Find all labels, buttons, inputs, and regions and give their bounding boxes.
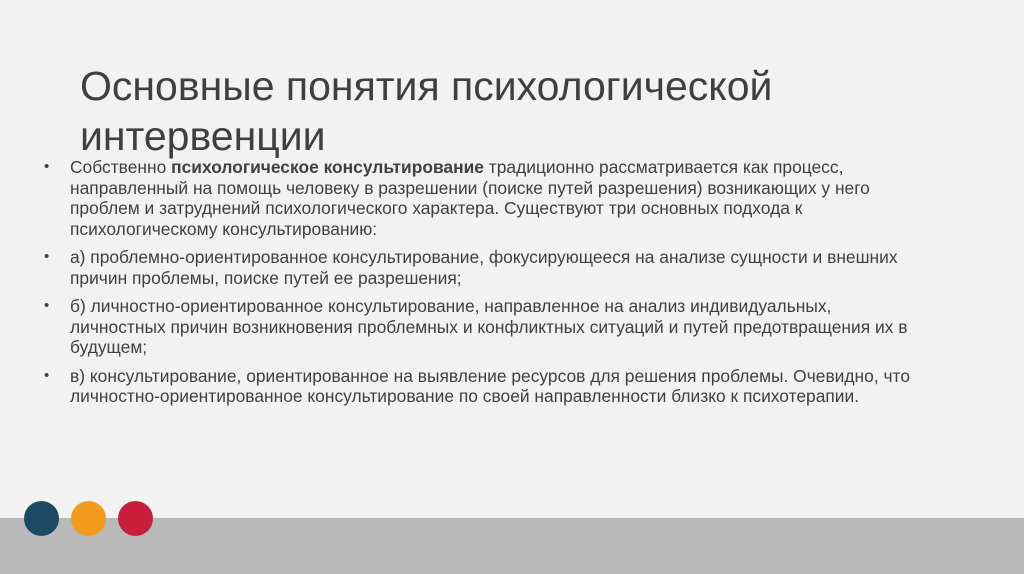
bullet-b-text: б) личностно-ориентированное консультирование, направленное на анализ индивидуальных, личностных причин возникновения проблемных и конфликтных ситуаций и путей предотвращения их в будущем; <box>70 296 908 357</box>
navy-circle-decoration <box>24 501 59 536</box>
bullet-intro-bold-term: психологическое консультирование <box>171 157 484 177</box>
bullet-intro-prefix: Собственно <box>70 157 172 177</box>
bullet-intro-text: традиционно рассматривается как процесс, направленный на помощь человеку в разрешении (поиске путей разрешения) возникающих у него проблем и затруднений психологического характера. Существуют три основных подхода к психологическому консультированию: <box>70 157 870 239</box>
bullet-list <box>44 157 924 415</box>
bullet-item-intro <box>44 157 924 239</box>
slide-title <box>80 61 940 161</box>
bullet-c-text: в) консультирование, ориентированное на выявление ресурсов для решения проблемы. Очевидно, что личностно-ориентированное консультирование по своей направленности близко к психотерапии. <box>70 365 910 406</box>
footer-bar <box>0 518 1024 574</box>
slide-title-line-1: Основные понятия психологической <box>80 63 773 110</box>
bullet-item-b <box>44 296 924 358</box>
red-circle-decoration <box>118 501 153 536</box>
slide-title-line-2: интервенции <box>80 113 326 160</box>
bullet-item-c <box>44 366 924 407</box>
orange-circle-decoration <box>71 501 106 536</box>
bullet-item-a <box>44 247 924 288</box>
bullet-a-text: а) проблемно-ориентированное консультирование, фокусирующееся на анализе сущности и внешних причин проблемы, поиске путей ее разрешения; <box>70 247 898 288</box>
